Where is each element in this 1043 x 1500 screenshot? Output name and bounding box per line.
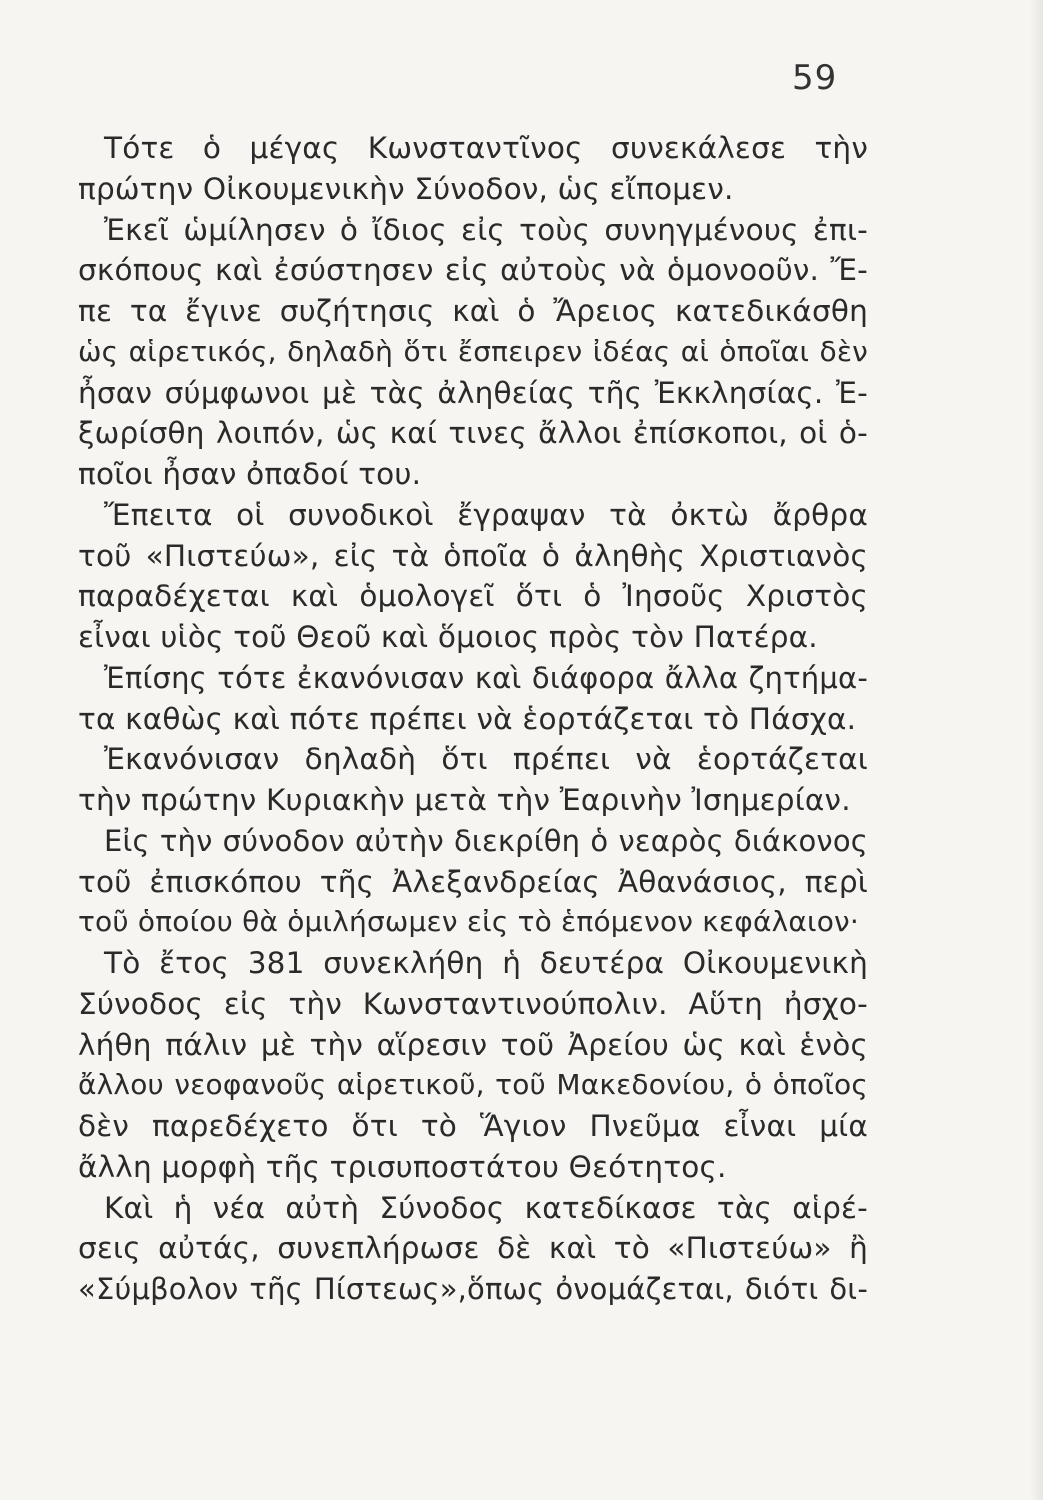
text-line: Τὸ ἔτος 381 συνεκλήθη ἡ δευτέρα Οἰκουμενικὴ [104,946,868,980]
text-line: Ἐκανόνισαν δηλαδὴ ὅτι πρέπει νὰ ἑορτάζεται [104,742,868,777]
text-line: ἄλλη μορφὴ τῆς τρισυποστάτου Θεότητος. [78,1149,727,1184]
page-edge-shadow [1029,0,1043,1500]
text-line: πρώτην Οἰκουμενικὴν Σύνοδον, ὡς εἴπομεν. [78,171,734,206]
text-line: Τότε ὁ μέγας Κωνσταντῖνος συνεκάλεσε τὴν [104,131,868,165]
text-line: σκόπους καὶ ἐσύστησεν εἰς αὐτοὺς νὰ ὁμονοοῦν. Ἔ- [78,253,868,288]
text-line: Ἐπίσης τότε ἐκανόνισαν καὶ διάφορα ἄλλα ζητήμα- [104,660,868,695]
text-line: τὴν πρώτην Κυριακὴν μετὰ τὴν Ἐαρινὴν Ἰσημερίαν. [78,783,851,817]
text-line: εἶναι υἱὸς τοῦ Θεοῦ καὶ ὅμοιος πρὸς τὸν Πατέρα. [78,620,818,654]
text-line: ξωρίσθη λοιπόν, ὡς καί τινες ἄλλοι ἐπίσκοποι, οἱ ὁ- [78,416,868,451]
text-line: παραδέχεται καὶ ὁμολογεῖ ὅτι ὁ Ἰησοῦς Χριστὸς [78,579,868,614]
text-line: τα καθὼς καὶ πότε πρέπει νὰ ἑορτάζεται τὸ Πάσχα. [78,701,857,736]
text-line: Σύνοδος εἰς τὴν Κωνσταντινούπολιν. Αὕτη ἠσχο- [78,986,868,1021]
text-line: ἦσαν σύμφωνοι μὲ τὰς ἀληθείας τῆς Ἐκκλησίας. Ἐ- [78,375,868,410]
text-line: ὡς αἱρετικός, δηλαδὴ ὅτι ἔσπειρεν ἰδέας αἱ ὁποῖαι δὲν [78,334,868,368]
text-line: ἄλλου νεοφανοῦς αἱρετικοῦ, τοῦ Μακεδονίου, ὁ ὁποῖος [78,1068,868,1102]
text-line: πε τα ἔγινε συζήτησις καὶ ὁ Ἄρειος κατεδικάσθη [78,294,868,328]
page-number: 59 [792,58,838,98]
text-line: σεις αὐτάς, συνεπλήρωσε δὲ καὶ τὸ «Πιστεύω» ἢ [78,1231,868,1266]
text-line: Ἔπειτα οἱ συνοδικοὶ ἔγραψαν τὰ ὀκτὼ ἄρθρα [104,497,868,532]
body-text [78,128,868,1310]
text-line: Καὶ ἡ νέα αὐτὴ Σύνοδος κατεδίκασε τὰς αἱρέ- [104,1190,868,1225]
text-line: τοῦ ἐπισκόπου τῆς Ἀλεξανδρείας Ἀθανάσιος, περὶ [78,864,868,899]
text-line: Εἰς τὴν σύνοδον αὐτὴν διεκρίθη ὁ νεαρὸς διάκονος [104,823,868,858]
text-line: δὲν παρεδέχετο ὅτι τὸ Ἅγιον Πνεῦμα εἶναι μία [78,1109,868,1143]
text-line: Ἐκεῖ ὡμίλησεν ὁ ἴδιος εἰς τοὺς συνηγμένους ἐπι- [104,212,868,247]
text-line: ποῖοι ἦσαν ὀπαδοί του. [78,457,422,491]
text-line: «Σύμβολον τῆς Πίστεως»,ὅπως ὀνομάζεται, διότι δι- [78,1272,868,1306]
text-line: τοῦ «Πιστεύω», εἰς τὰ ὁποῖα ὁ ἀληθὴς Χριστιανὸς [78,538,868,573]
text-line: τοῦ ὁποίου θὰ ὁμιλήσωμεν εἰς τὸ ἑπόμενον κεφάλαιον· [78,905,859,939]
text-line: λήθη πάλιν μὲ τὴν αἵρεσιν τοῦ Ἀρείου ὡς καὶ ἑνὸς [78,1027,868,1062]
